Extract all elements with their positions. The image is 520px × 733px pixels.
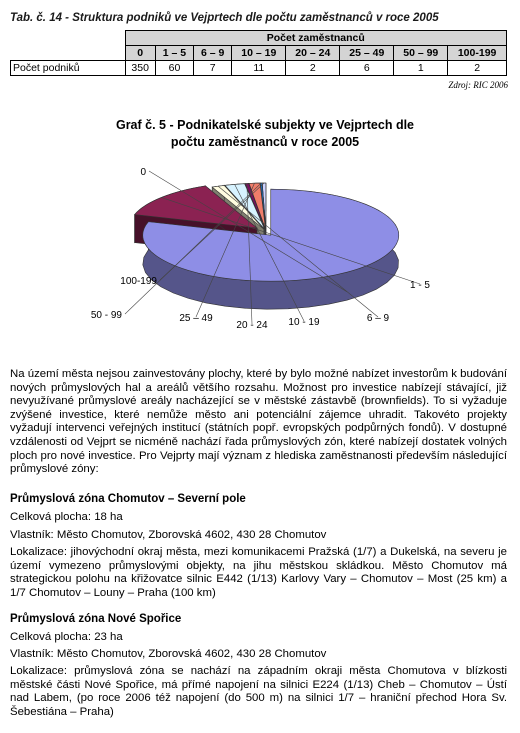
pie-label: 25 – 49 [179,313,213,324]
employee-count-table [10,30,507,76]
table-cell: 2 [286,61,340,76]
table-title: Tab. č. 14 - Struktura podniků ve Vejprtech dle počtu zaměstnanců v roce 2005 [10,12,439,24]
table-group-header-row [11,31,507,46]
column-header: 1 – 5 [155,46,193,61]
table-cell: 2 [448,61,507,76]
table-cell: 11 [232,61,286,76]
zone2-location: Lokalizace: průmyslová zóna se nachází na západním okraji města Chomutova v blízkosti městské části Nové Spořice, má přímé napojení na silnici E224 (1/13) Cheb – Chomutov – Ústí nad Labem, (po roce 2006 též napojení (do 500 m) na silnici 1/7 – hraniční přechod Hora Sv. Šebestiána – Praha) [10,665,507,718]
table-row [11,61,507,76]
zone2-heading: Průmyslová zóna Nové Spořice [10,613,182,625]
zone1-location: Lokalizace: jihovýchodní okraj města, mezi komunikacemi Pražská (1/7) a Dukelská, na severu je území vymezeno průmyslovými objekty, na jihu městskou skládkou. Město Chomutov má strategickou polohu na křižovatce silnic E442 (1/13) Karlovy Vary – Chomutov – Most (25 km) a 1/7 Chomutov – Louny – Praha (100 km) [10,546,507,599]
pie-label: 100-199 [120,276,157,287]
column-header: 25 – 49 [340,46,394,61]
intro-paragraph: Na území města nejsou zainvestovány plochy, které by bylo možné nabízet investorům k budování nových průmyslových hal a areálů většího rozsahu. Možnost pro investice nabízejí stávající, již nevyužívané průmyslové areály nacházející se v městské zástavbě (brownfields). To si vyžaduje zvýšené investice, které nemůže město ani potenciální zájemce uhradit. Takovéto projekty vyžadují intervenci veřejných institucí (státních popř. evropských podpůrných fondů). V dostupné vzdálenosti od Vejprt se nicméně nachází řada průmyslových zón, které nabízejí dostatek volných ploch pro nové investice. Pro Vejprty mají význam z hlediska zaměstnanosti především následující průmyslové zóny: [10,368,507,476]
pie-chart [0,160,520,345]
zone1-heading: Průmyslová zóna Chomutov – Severní pole [10,493,246,505]
zone1-area: Celková plocha: 18 ha [10,511,123,523]
table-cell: 6 [340,61,394,76]
pie-label: 50 - 99 [90,310,122,321]
zone1-owner: Vlastník: Město Chomutov, Zborovská 4602, 430 28 Chomutov [10,529,327,541]
table-cell: 1 [394,61,448,76]
chart-title: Graf č. 5 - Podnikatelské subjekty ve Vejprtech dle počtu zaměstnanců v roce 2005 [115,118,415,149]
column-header: 50 – 99 [394,46,448,61]
pie-label: 0 [140,167,146,178]
table-column-header-row [11,46,507,61]
zone2-area: Celková plocha: 23 ha [10,631,123,643]
table-cell: 350 [125,61,155,76]
table-cell: 7 [194,61,232,76]
column-header: 10 – 19 [232,46,286,61]
pie-label: 10 - 19 [288,317,320,328]
column-header: 0 [125,46,155,61]
row-label: Počet podniků [11,61,126,76]
pie-label: 6 – 9 [366,313,390,324]
group-header: Počet zaměstnanců [125,31,507,46]
column-header: 6 – 9 [194,46,232,61]
column-header: 20 – 24 [286,46,340,61]
pie-label: 20 - 24 [236,320,268,331]
pie-label: 1 - 5 [409,280,431,291]
column-header: 100-199 [448,46,507,61]
table-source: Zdroj: RIC 2006 [448,80,508,90]
table-cell: 60 [155,61,193,76]
zone2-owner: Vlastník: Město Chomutov, Zborovská 4602, 430 28 Chomutov [10,648,327,660]
